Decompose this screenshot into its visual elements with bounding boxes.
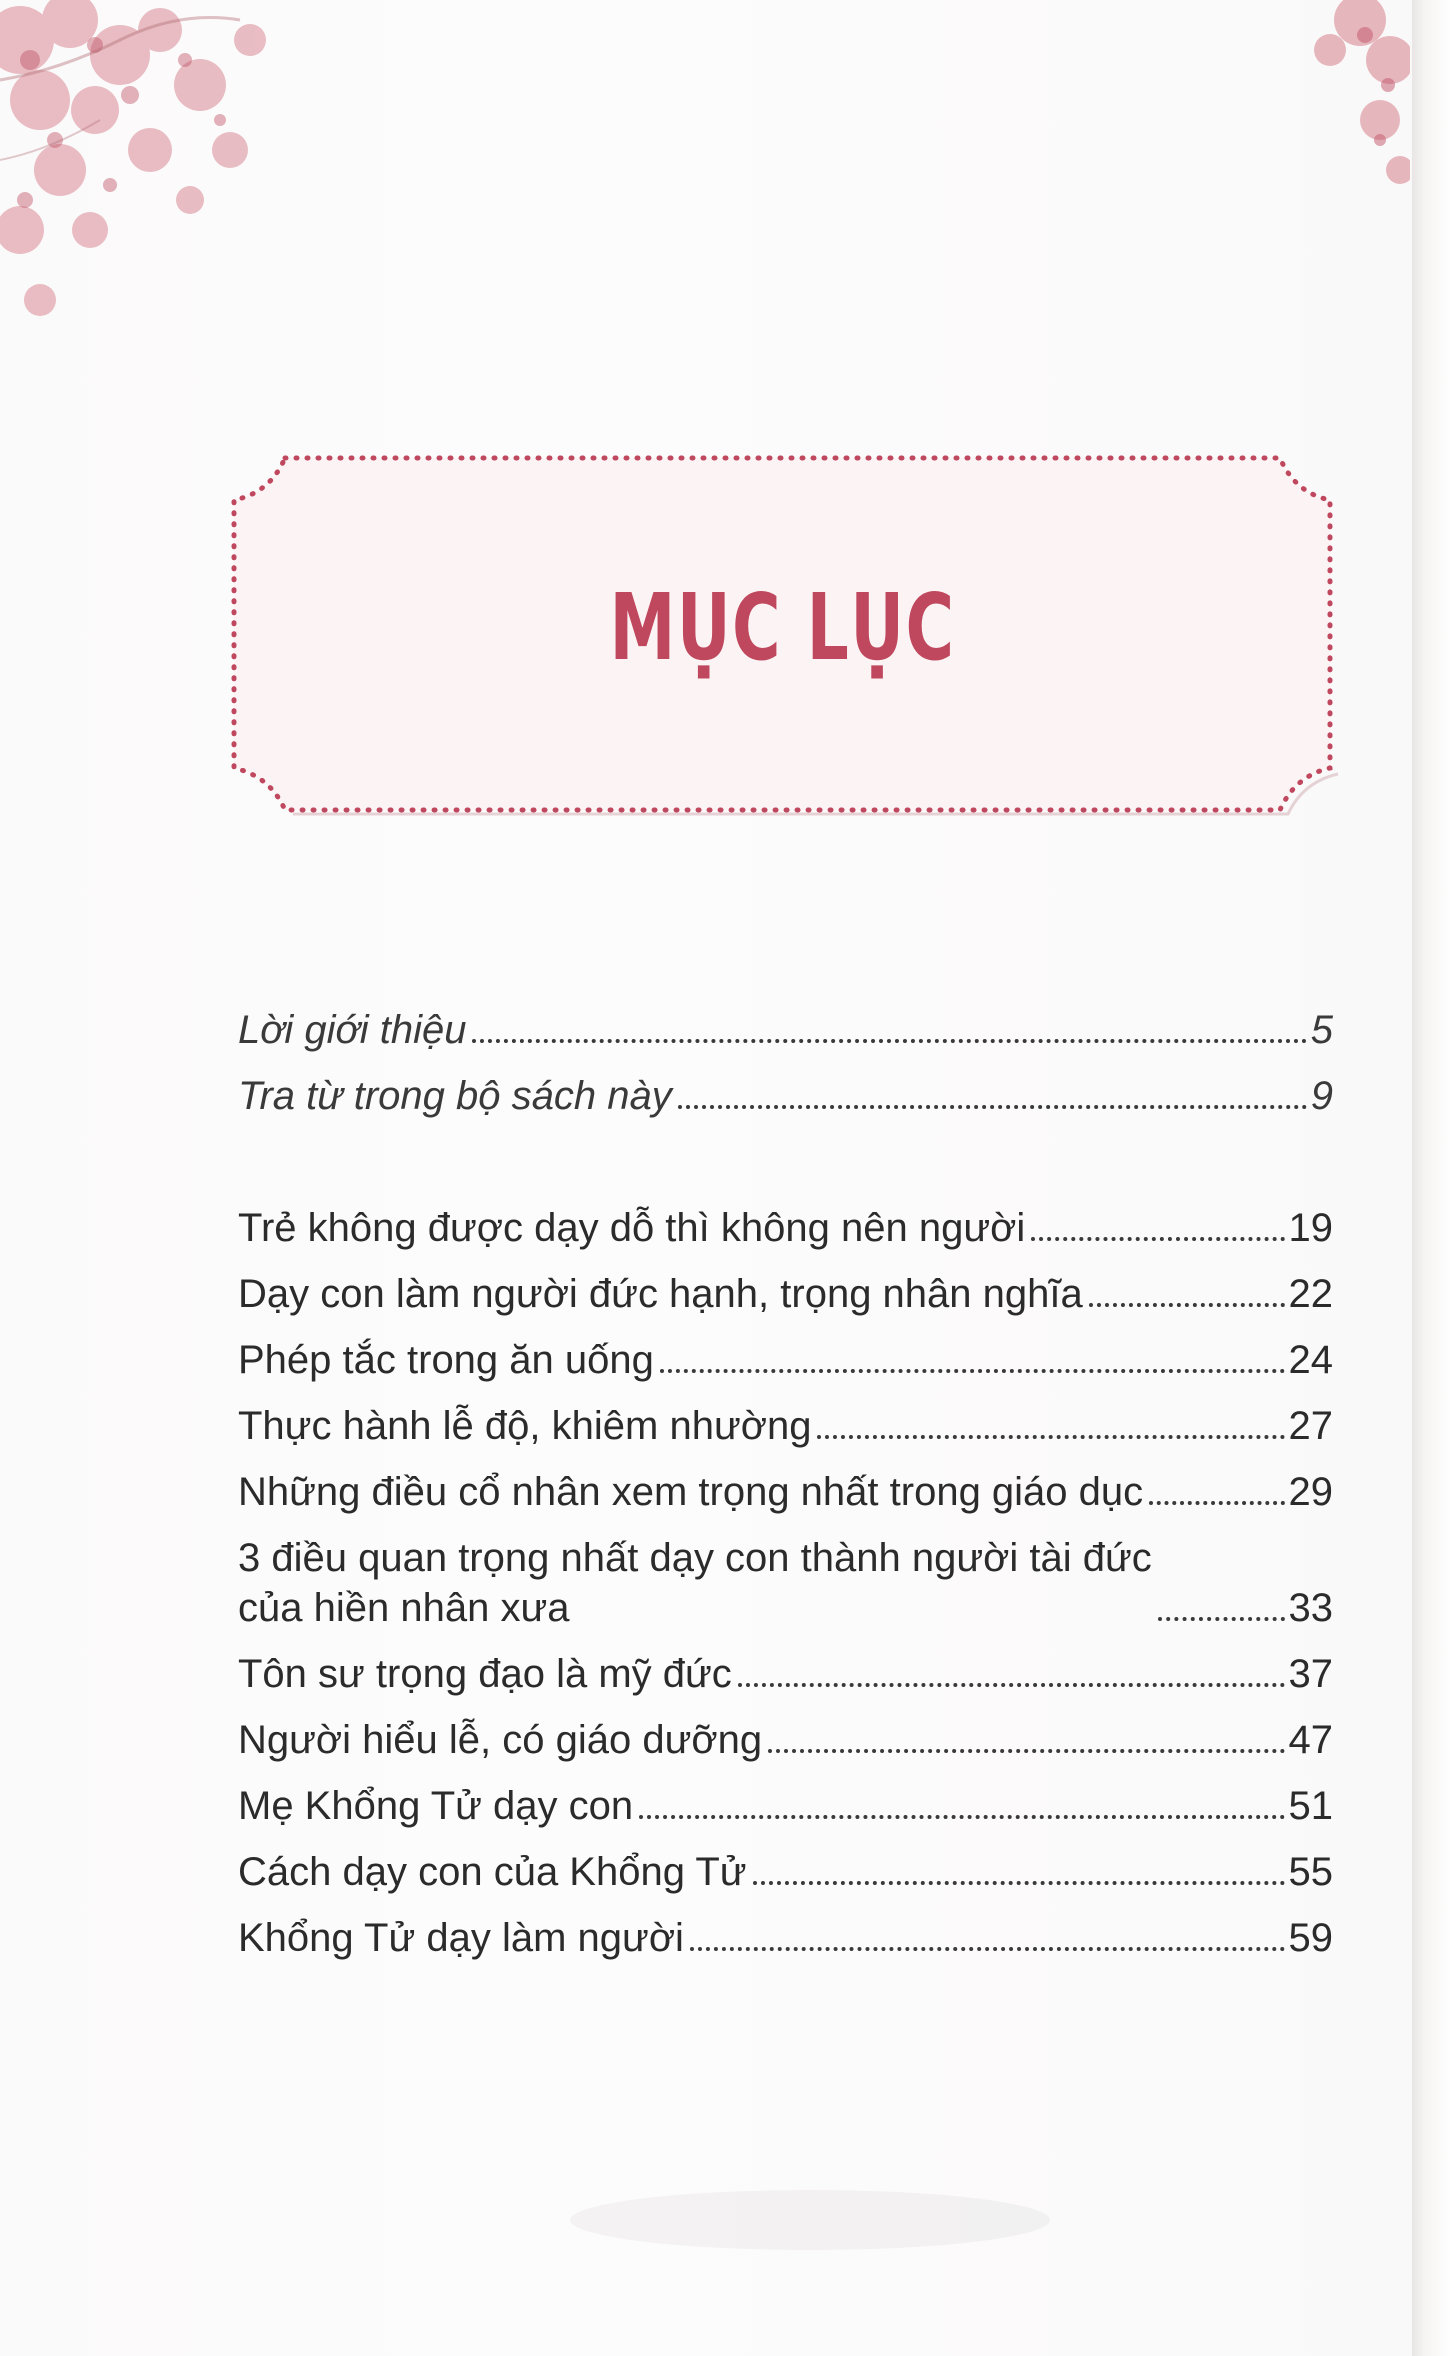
page-edge <box>1412 0 1452 2356</box>
toc-entry[interactable] <box>238 1203 1333 1253</box>
toc-entry[interactable] <box>238 1269 1333 1319</box>
toc-entry[interactable] <box>238 1847 1333 1897</box>
toc-entry-title: Những điều cổ nhân xem trọng nhất trong giáo dục <box>238 1470 1144 1514</box>
page-title: MỤC LỤC <box>609 574 956 681</box>
dot-leader <box>1149 1501 1284 1505</box>
toc-entry-title: Lời giới thiệu <box>238 1008 467 1052</box>
toc-entry-title: Dạy con làm người đức hạnh, trọng nhân nghĩa <box>238 1272 1083 1316</box>
toc-entry[interactable] <box>238 1071 1333 1121</box>
dot-leader <box>738 1683 1285 1687</box>
toc-entry[interactable] <box>238 1715 1333 1765</box>
dot-leader <box>1089 1303 1285 1307</box>
toc-entry-title: Tra từ trong bộ sách này <box>238 1074 672 1118</box>
toc-entry-page: 55 <box>1288 1850 1333 1894</box>
toc-entry-title: Mẹ Khổng Tử dạy con <box>238 1784 634 1828</box>
dot-leader <box>753 1881 1285 1885</box>
cherry-blossom-branch-right <box>1240 0 1410 200</box>
toc-entry-page: 5 <box>1310 1008 1333 1052</box>
dot-leader <box>817 1435 1284 1439</box>
toc-entry-page: 27 <box>1288 1404 1333 1448</box>
toc-entry-title-line1: 3 điều quan trọng nhất dạy con thành người tài đức <box>238 1536 1152 1580</box>
toc-entry-page: 51 <box>1288 1784 1333 1828</box>
toc-entry[interactable] <box>238 1401 1333 1451</box>
toc-entry-title: Thực hành lễ độ, khiêm nhường <box>238 1404 812 1448</box>
toc-entry-page: 59 <box>1288 1916 1333 1960</box>
toc-entry-title: Tôn sư trọng đạo là mỹ đức <box>238 1652 732 1696</box>
toc-entry[interactable] <box>238 1649 1333 1699</box>
dot-leader <box>1158 1617 1285 1621</box>
toc-entry-title: Phép tắc trong ăn uống <box>238 1338 654 1382</box>
dot-leader <box>472 1039 1306 1043</box>
cherry-blossom-branch <box>0 0 330 380</box>
toc-entry-page: 24 <box>1288 1338 1333 1382</box>
table-of-contents <box>238 1005 1333 1979</box>
dot-leader <box>639 1815 1284 1819</box>
toc-entry[interactable] <box>238 1005 1333 1055</box>
show-through-smudge <box>560 2180 1060 2260</box>
toc-entry[interactable] <box>238 1533 1333 1633</box>
toc-entry-title: Khổng Tử dạy làm người <box>238 1916 684 1960</box>
dot-leader <box>660 1369 1285 1373</box>
toc-entry-page: 9 <box>1310 1074 1333 1118</box>
toc-entry-page: 33 <box>1288 1586 1333 1630</box>
toc-entry-page: 19 <box>1288 1206 1333 1250</box>
toc-entry-page: 37 <box>1288 1652 1333 1696</box>
toc-entry-title: Cách dạy con của Khổng Tử <box>238 1850 747 1894</box>
toc-entry-title: Người hiểu lễ, có giáo dưỡng <box>238 1718 763 1762</box>
dot-leader <box>1031 1237 1284 1241</box>
toc-entry[interactable] <box>238 1335 1333 1385</box>
toc-entry-page: 29 <box>1288 1470 1333 1514</box>
dot-leader <box>678 1105 1307 1109</box>
dot-leader <box>690 1947 1285 1951</box>
toc-entry-page: 47 <box>1288 1718 1333 1762</box>
dot-leader <box>768 1749 1284 1753</box>
section-gap <box>238 1137 1333 1203</box>
toc-entry-title: Trẻ không được dạy dỗ thì không nên người <box>238 1206 1026 1250</box>
toc-entry-title-line2: của hiền nhân xưa <box>238 1586 570 1630</box>
toc-entry[interactable] <box>238 1467 1333 1517</box>
toc-entry[interactable] <box>238 1913 1333 1963</box>
toc-entry-title-block <box>238 1533 1152 1633</box>
toc-entry[interactable] <box>238 1781 1333 1831</box>
toc-entry-page: 22 <box>1288 1272 1333 1316</box>
